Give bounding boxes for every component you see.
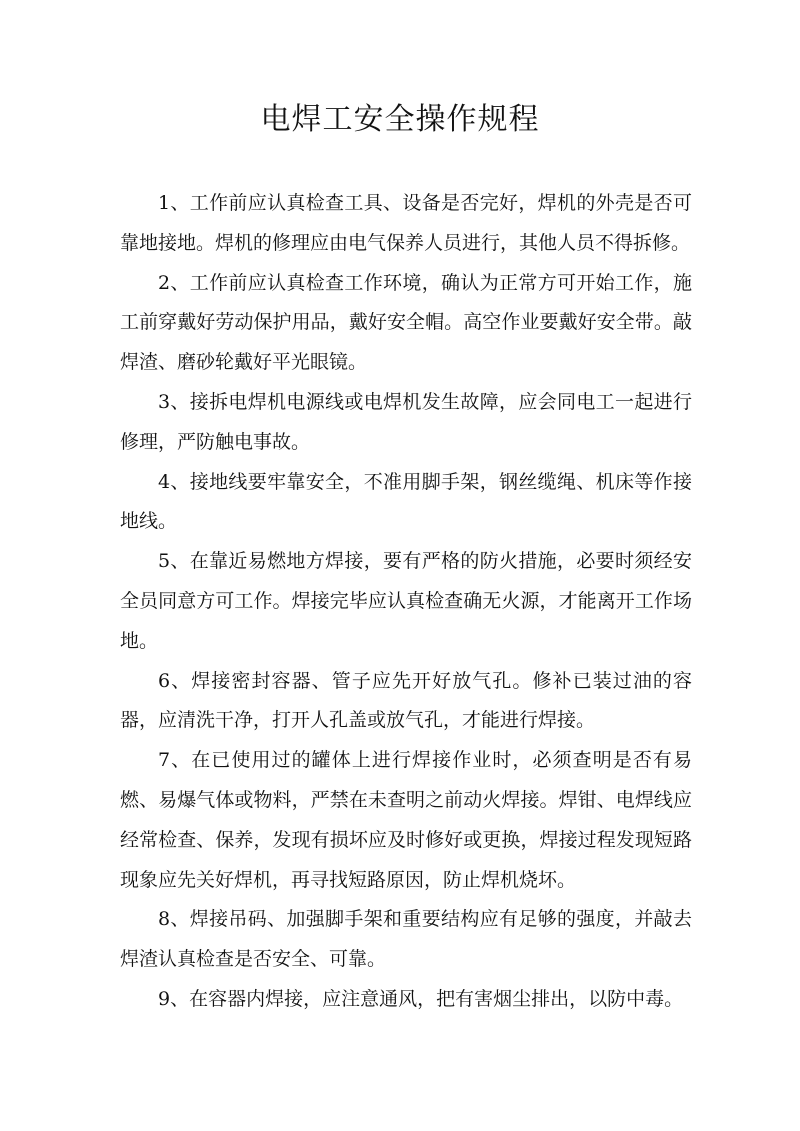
document-title: 电焊工安全操作规程 (260, 102, 540, 137)
paragraph-8: 8、焊接吊码、加强脚手架和重要结构应有足够的强度，并敲去焊渣认真检查是否安全、可靠。 (120, 908, 692, 971)
paragraph-1: 1、工作前应认真检查工具、设备是否完好，焊机的外壳是否可靠地接地。焊机的修理应由电气保养人员进行，其他人员不得拆修。 (120, 192, 692, 254)
document-body (120, 184, 692, 1020)
paragraph-9: 9、在容器内焊接，应注意通风，把有害烟尘排出，以防中毒。 (158, 987, 684, 1010)
paragraph-5: 5、在靠近易燃地方焊接，要有严格的防火措施，必要时须经安全员同意方可工作。焊接完毕应认真检查确无火源，才能离开工作场地。 (120, 550, 692, 652)
paragraph-4: 4、接地线要牢靠安全，不准用脚手架，钢丝缆绳、机床等作接地线。 (120, 470, 692, 533)
paragraph-7: 7、在已使用过的罐体上进行焊接作业时，必须查明是否有易燃、易爆气体或物料，严禁在未查明之前动火焊接。焊钳、电焊线应经常检查、保养，发现有损坏应及时修好或更换，焊接过程发现短路现象应先关好焊机，再寻找短路原因，防止焊机烧坏。 (120, 749, 692, 891)
paragraph-6: 6、焊接密封容器、管子应先开好放气孔。修补已装过油的容器，应清洗干净，打开人孔盖或放气孔，才能进行焊接。 (120, 669, 692, 732)
paragraph-3: 3、接拆电焊机电源线或电焊机发生故障，应会同电工一起进行修理，严防触电事故。 (120, 390, 692, 453)
paragraph-2: 2、工作前应认真检查工作环境，确认为正常方可开始工作，施工前穿戴好劳动保护用品，戴好安全帽。高空作业要戴好安全带。敲焊渣、磨砂轮戴好平光眼镜。 (120, 271, 692, 374)
